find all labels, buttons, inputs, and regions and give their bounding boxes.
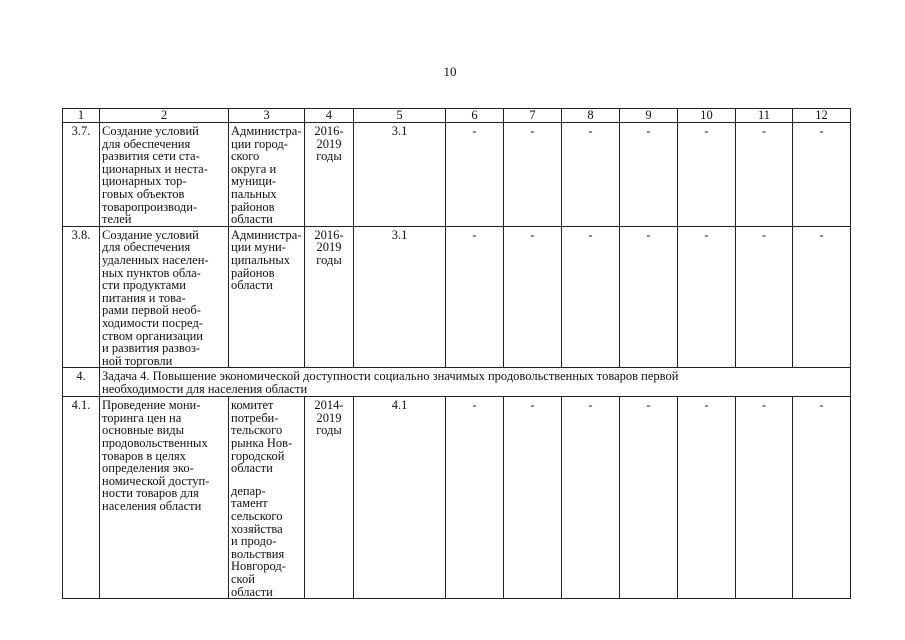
- executor-text: Администра- ции муни- ципальных районов области: [231, 227, 302, 293]
- activity-cell: [100, 397, 229, 599]
- value-cell: -: [736, 397, 793, 599]
- row-number: 3.7.: [63, 123, 100, 227]
- target-indicator-cell: 4.1: [354, 397, 446, 599]
- activity-text: Создание условий для обеспечения удаленных населен- ных пунктов обла- сти продуктами питания и това- рами первой необ- ходимости посред- ством организации и развития развоз- ной торговли: [102, 227, 209, 368]
- period-text: 2014- 2019 годы: [314, 398, 344, 438]
- task-heading-text: Задача 4. Повышение экономической доступности социально значимых продовольственных товаров первой необходимости для населения области: [102, 369, 679, 396]
- row-number: 3.8.: [63, 226, 100, 368]
- value-cell: -: [446, 226, 504, 368]
- header-cell: 2: [100, 109, 229, 123]
- period-cell: [305, 123, 354, 227]
- executor-text: Администра- ции город- ского округа и муници- пальных районов области: [231, 124, 302, 227]
- program-activities-table: [62, 108, 851, 599]
- value-cell: -: [562, 397, 620, 599]
- executor-text: депар- тамент сельского хозяйства и продо- вольствия Новгород- ской области: [231, 483, 286, 599]
- task-row-4: [63, 368, 851, 397]
- value-cell: -: [504, 226, 562, 368]
- executor-cell: [229, 123, 305, 227]
- row-number: 4.: [63, 368, 100, 397]
- value-cell: -: [620, 397, 678, 599]
- target-indicator-cell: 3.1: [354, 226, 446, 368]
- header-cell: 6: [446, 109, 504, 123]
- task-heading-cell: [100, 368, 851, 397]
- executor-cell: [229, 397, 305, 599]
- header-cell: 5: [354, 109, 446, 123]
- row-number: 4.1.: [63, 397, 100, 599]
- period-cell: [305, 226, 354, 368]
- executor-text: комитет потреби- тельского рынка Нов- городской области: [231, 398, 293, 476]
- header-row: [63, 109, 851, 123]
- table-row-3-7: [63, 123, 851, 227]
- activity-cell: [100, 123, 229, 227]
- value-cell: -: [736, 123, 793, 227]
- target-indicator-cell: 3.1: [354, 123, 446, 227]
- executor-cell: [229, 226, 305, 368]
- value-cell: -: [678, 397, 736, 599]
- period-text: 2016- 2019 годы: [314, 124, 344, 164]
- header-cell: 10: [678, 109, 736, 123]
- value-cell: -: [446, 397, 504, 599]
- table-row-4-1: [63, 397, 851, 599]
- value-cell: -: [678, 123, 736, 227]
- table-row-3-8: [63, 226, 851, 368]
- value-cell: -: [793, 397, 851, 599]
- activity-text: Создание условий для обеспечения развития сети ста- ционарных и неста- ционарных тор- говых объектов товаропроизводи- телей: [102, 124, 208, 227]
- header-cell: 12: [793, 109, 851, 123]
- value-cell: -: [793, 226, 851, 368]
- header-cell: 11: [736, 109, 793, 123]
- value-cell: -: [620, 226, 678, 368]
- value-cell: -: [446, 123, 504, 227]
- value-cell: -: [504, 397, 562, 599]
- value-cell: -: [562, 226, 620, 368]
- value-cell: -: [620, 123, 678, 227]
- value-cell: -: [736, 226, 793, 368]
- header-cell: 7: [504, 109, 562, 123]
- value-cell: -: [678, 226, 736, 368]
- header-cell: 8: [562, 109, 620, 123]
- value-cell: -: [793, 123, 851, 227]
- page-number: 10: [443, 64, 457, 79]
- activity-cell: [100, 226, 229, 368]
- header-cell: 3: [229, 109, 305, 123]
- value-cell: -: [562, 123, 620, 227]
- header-cell: 9: [620, 109, 678, 123]
- header-cell: 1: [63, 109, 100, 123]
- value-cell: -: [504, 123, 562, 227]
- header-cell: 4: [305, 109, 354, 123]
- period-text: 2016- 2019 годы: [314, 227, 344, 267]
- period-cell: [305, 397, 354, 599]
- activity-text: Проведение мони- торинга цен на основные виды продовольственных товаров в целях определения эко- номической доступ- ности товаров для населения области: [102, 398, 210, 514]
